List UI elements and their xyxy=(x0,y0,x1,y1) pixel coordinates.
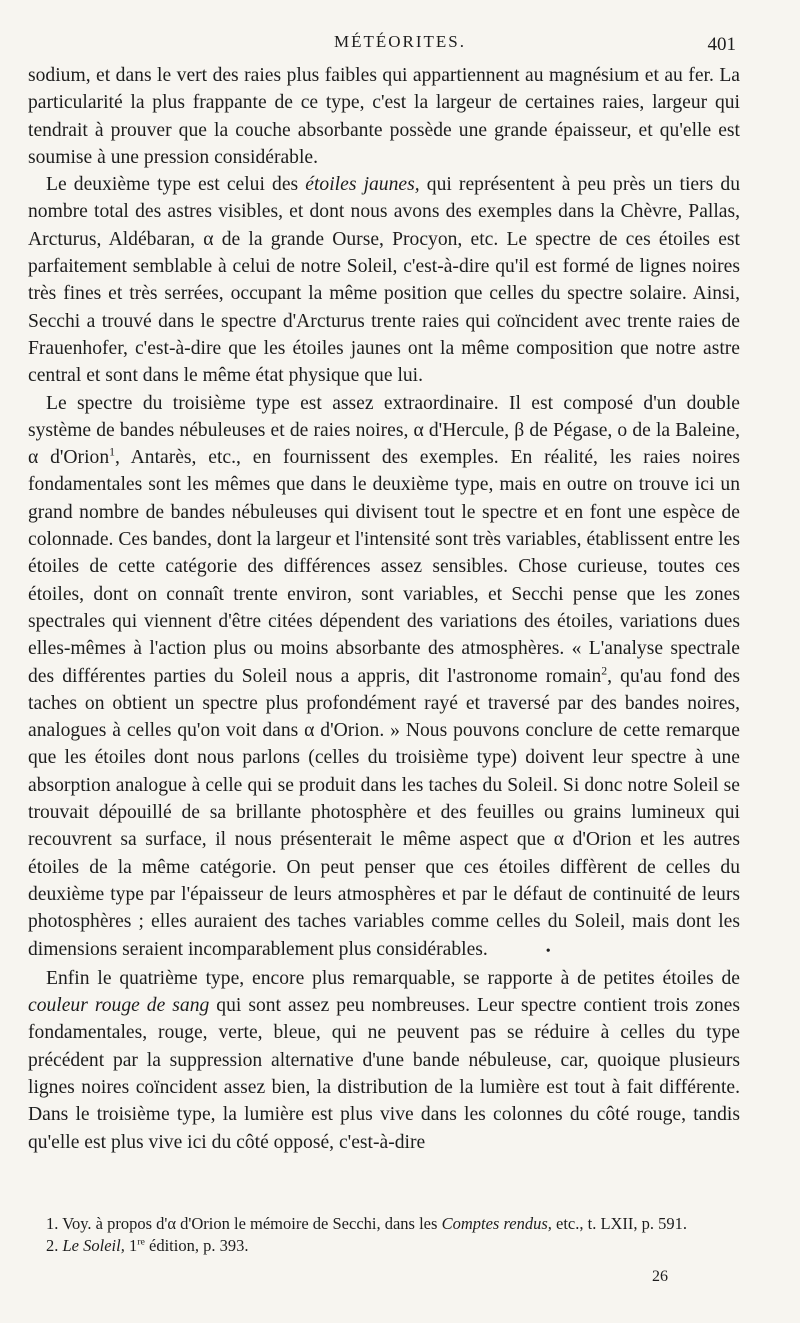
text-run: Enfin le quatrième type, encore plus remarquable, se rapporte à de petites étoiles de xyxy=(46,967,740,989)
text-run: 2. xyxy=(46,1236,63,1255)
text-run: Le spectre du troisième type est assez extraordinaire. Il est composé d'un double système de bandes nébuleuses et de raies noires, α d'Hercule, β de Pégase, o de la Baleine, α d'Orion xyxy=(28,392,740,469)
italic-text: Le Soleil, xyxy=(62,1236,125,1255)
paragraph xyxy=(28,62,740,171)
stray-mark: • xyxy=(545,943,551,959)
footnote xyxy=(46,1235,756,1257)
text-run: etc., t. LXII, p. 591. xyxy=(551,1214,688,1233)
footnote xyxy=(46,1213,756,1235)
italic-text: Comptes rendus, xyxy=(441,1214,552,1233)
text-run: , Antarès, etc., en fournissent des exemples. En réalité, les raies noires fondamentales sont les mêmes que dans le deuxième type, mais en outre on trouve ici un grand nombre de bandes nébuleuses qui divisent tout le spectre et en font une espèce de colonnade. Ces bandes, dont la largeur et l'intensité sont très variables, établissent entre les étoiles de cette catégorie des différences assez sensibles. Chose curieuse, toutes ces étoiles, dont on connaît trente environ, sont variables, et Secchi pense que les zones spectrales qui viennent d'être citées dépendent des variations des étoiles, variations dues elles-mêmes à l'action plus ou moins absorbante des atmosphères. « L'analyse spectrale des différentes parties du Soleil nous a appris, dit l'astronome romain xyxy=(28,447,740,687)
text-run: , qu'au fond des taches on obtient un spectre plus profondément rayé et traversé par des bandes noires, analogues à celles qu'on voit dans α d'Orion. » Nous pouvons conclure de cette remarque que les étoiles dont nous parlons (celles du troisième type) doivent leur spectre à une absorption analogue à celle qui se produit dans les taches du Soleil. Si donc notre Soleil se trouvait dépouillé de sa brillante photosphère et des feuilles ou grains lumineux qui recouvrent sa surface, il nous présenterait le même aspect que α d'Orion et les autres étoiles de la même catégorie. On peut penser que ces étoiles diffèrent de celles du deuxième type par l'épaisseur de leurs atmosphères et par le défaut de continuité de leurs photosphères ; elles auraient des taches variables comme celles du Soleil, mais dont les dimensions seraient incomparablement plus considérables. xyxy=(28,665,741,960)
paragraph xyxy=(28,171,740,389)
text-run: sodium, et dans le vert des raies plus faibles qui appartiennent au magnésium et au fer. La particularité la plus frappante de ce type, c'est la largeur de certaines raies, largeur qui tendrait à prouver que la couche absorbante possède une grande épaisseur, et qu'elle est soumise à une pression considérable. xyxy=(28,65,740,168)
text-run: qui représentent à peu près un tiers du nombre total des astres visibles, et dont nous avons des exemples dans la Chèvre, Pallas, Arcturus, Aldébaran, α de la grande Ourse, Procyon, etc. Le spectre de ces étoiles est parfaitement semblable à celui de notre Soleil, c'est-à-dire qu'il est formé de lignes noires très fines et très serrées, occupant la même position que celles du spectre solaire. Ainsi, Secchi a trouvé dans le spectre d'Arcturus trente raies qui coïncident avec trente raies de Frauenhofer, c'est-à-dire que les étoiles jaunes ont la même composition que notre astre central et sont dans le même état physique que lui. xyxy=(28,174,740,387)
footnotes xyxy=(46,1213,756,1257)
text-run: 1. Voy. à propos d'α d'Orion le mémoire de Secchi, dans les xyxy=(46,1214,442,1233)
running-header xyxy=(0,30,800,56)
note-marker: re xyxy=(137,1236,145,1248)
text-run: 1 xyxy=(124,1236,138,1255)
paragraph xyxy=(28,390,740,965)
running-title: MÉTÉORITES. xyxy=(333,32,467,51)
page-number: 401 xyxy=(707,34,736,55)
italic-text: étoiles jaunes, xyxy=(305,174,420,196)
note-marker: 2 xyxy=(601,664,608,677)
body-text xyxy=(28,62,740,1156)
italic-text: couleur rouge de sang xyxy=(28,995,210,1017)
signature-mark: 26 xyxy=(652,1268,668,1285)
text-run: qui sont assez peu nombreuses. Leur spectre contient trois zones fondamentales, rouge, verte, bleue, qui ne peuvent pas se réduire à celles du type précédent par la suppression alternative d'une bande nébuleuse, car, quoique plusieurs lignes noires coïncident assez bien, la distribution de la lumière est tout à fait différente. Dans le troisième type, la lumière est plus vive dans les colonnes du côté rouge, tandis qu'elle est plus vive ici du côté opposé, c'est-à-dire xyxy=(28,995,741,1153)
note-marker: 1 xyxy=(109,445,115,459)
paragraph xyxy=(28,965,740,1156)
text-run: Le deuxième type est celui des xyxy=(46,174,306,196)
text-run: édition, p. 393. xyxy=(144,1236,249,1255)
